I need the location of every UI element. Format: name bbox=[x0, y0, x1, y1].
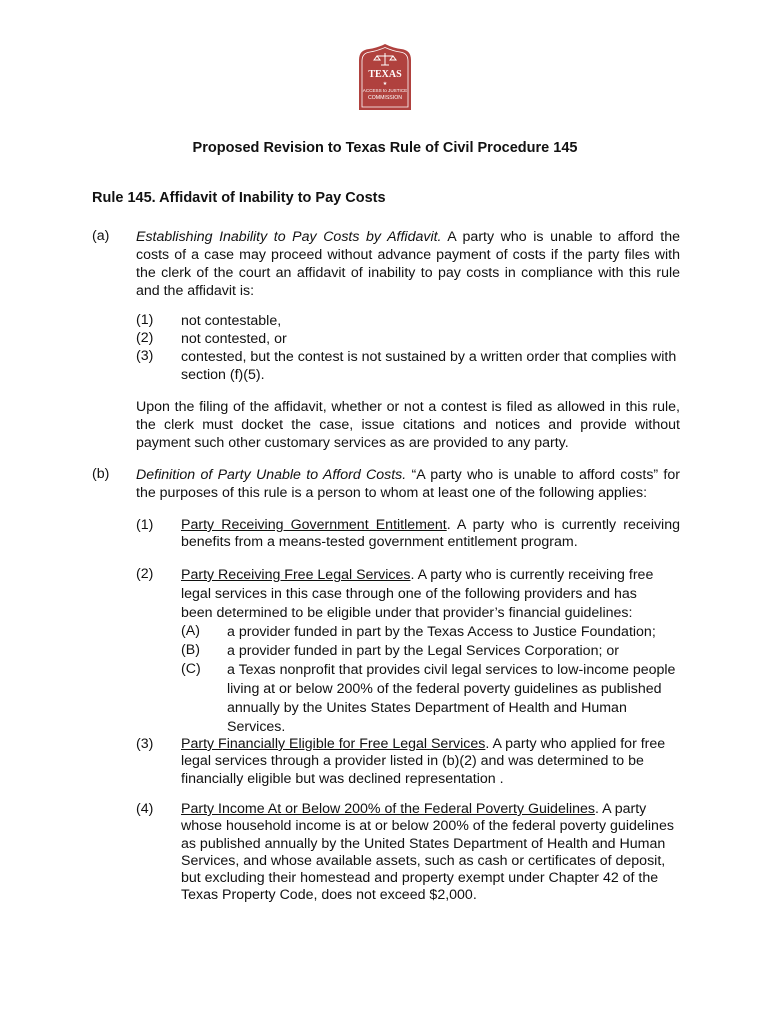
sub-item: a Texas nonprofit that provides civil legal services to low-income people living at or below 200% of the federal poverty guidelines as published annually by the Unites States Department of Health and Human Services. bbox=[227, 662, 676, 735]
list-item-heading: Party Financially Eligible for Free Legal Services bbox=[181, 736, 486, 752]
section-b-text: “A party who is unable to afford costs” for the purposes of this rule is a person to whom at least one of the following applies: bbox=[136, 467, 680, 501]
sub-item-marker: (C) bbox=[181, 661, 201, 677]
list-item bbox=[181, 517, 680, 552]
list-item-text: . A party who applied for free legal services through a provider listed in (b)(2) and was determined to be financially eligible but was declined representation . bbox=[181, 736, 666, 787]
list-item bbox=[181, 801, 681, 905]
list-item-marker: (1) bbox=[136, 312, 154, 328]
list-item-text: . A party who is currently receiving benefits from a means-tested government entitlement program. bbox=[181, 517, 680, 551]
section-a-paragraph bbox=[136, 228, 680, 300]
section-a-closing: Upon the filing of the affidavit, whether or not a contest is filed as allowed in this rule, the clerk must docket the case, issue citations and notices and provide without payment such other customary services as are provided to any party. bbox=[136, 399, 680, 451]
sub-item-marker: (B) bbox=[181, 642, 200, 658]
texas-access-to-justice-logo bbox=[355, 44, 415, 110]
list-item-marker: (4) bbox=[136, 801, 154, 817]
list-item-marker: (1) bbox=[136, 517, 154, 533]
list-item-text: . A party whose household income is at or below 200% of the federal poverty guidelines as published annually by the United States Department of Health and Human Services, and whose available assets, such as cash or certificates of deposit, but excluding their homestead and property exempt under Chapter 42 of the Texas Property Code, does not exceed $2,000. bbox=[181, 801, 674, 904]
list-item: not contestable, bbox=[181, 313, 282, 329]
list-item: not contested, or bbox=[181, 331, 287, 347]
svg-text:TEXAS: TEXAS bbox=[368, 69, 402, 80]
section-b-heading: Definition of Party Unable to Afford Costs. bbox=[136, 467, 407, 483]
section-b-paragraph bbox=[136, 466, 680, 502]
list-item bbox=[181, 736, 671, 788]
list-item-marker: (2) bbox=[136, 566, 154, 582]
svg-text:COMMISSION: COMMISSION bbox=[367, 95, 403, 101]
section-b-marker: (b) bbox=[92, 466, 110, 482]
sub-item: a provider funded in part by the Legal Services Corporation; or bbox=[227, 643, 619, 659]
svg-text:★: ★ bbox=[382, 81, 388, 87]
section-a-heading: Establishing Inability to Pay Costs by Affidavit. bbox=[136, 229, 442, 245]
list-item-marker: (2) bbox=[136, 330, 154, 346]
list-item bbox=[181, 566, 671, 623]
list-item-heading: Party Receiving Free Legal Services bbox=[181, 567, 411, 583]
section-a-text: A party who is unable to afford the costs of a case may proceed without advance payment of costs if the party files with the clerk of the court an affidavit of inability to pay costs in compliance with this rule and the affidavit is: bbox=[136, 229, 680, 299]
list-item-heading: Party Receiving Government Entitlement bbox=[181, 517, 447, 533]
list-item-marker: (3) bbox=[136, 736, 154, 752]
list-item-heading: Party Income At or Below 200% of the Federal Poverty Guidelines bbox=[181, 801, 596, 817]
sub-item-marker: (A) bbox=[181, 623, 200, 639]
sub-item: a provider funded in part by the Texas Access to Justice Foundation; bbox=[227, 624, 656, 640]
list-item: contested, but the contest is not sustained by a written order that complies with section (f)(5). bbox=[181, 349, 677, 383]
document-title: Proposed Revision to Texas Rule of Civil Procedure 145 bbox=[192, 140, 578, 156]
list-item-marker: (3) bbox=[136, 348, 154, 364]
section-a-marker: (a) bbox=[92, 228, 110, 244]
rule-heading: Rule 145. Affidavit of Inability to Pay Costs bbox=[92, 190, 386, 206]
list-item-text: . A party who is currently receiving free legal services in this case through one of the following providers and has been determined to be eligible under that provider’s financial guidelines: bbox=[181, 567, 654, 621]
svg-text:ACCESS to JUSTICE: ACCESS to JUSTICE bbox=[362, 88, 408, 93]
